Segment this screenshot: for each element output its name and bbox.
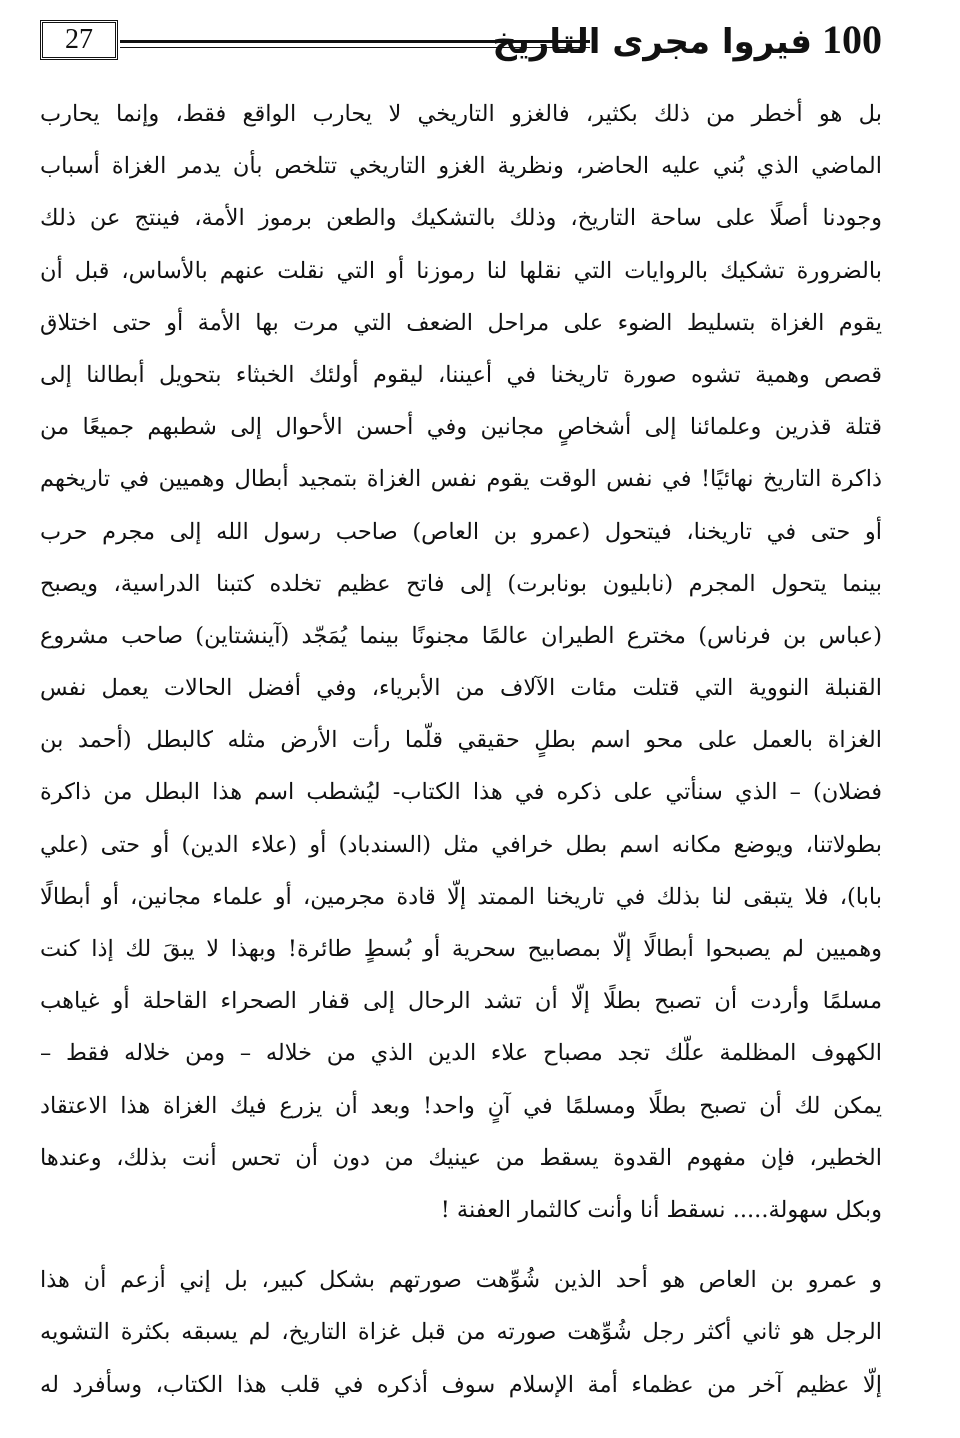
- text-line: بل هو أخطر من ذلك بكثير، فالغزو التاريخي لا يحارب الواقع فقط، وإنما يحارب: [40, 101, 882, 127]
- text-line: يقوم الغزاة بتسليط الضوء على مراحل الضعف التي مرت بها الأمة أو حتى اختلاق: [40, 309, 882, 336]
- text-line: و عمرو بن العاص هو أحد الذين شُوِّهت صورتهم بشكل كبير، بل إني أزعم أن هذا: [40, 1267, 882, 1294]
- text-line: الكهوف المظلمة علّك تجد مصباح علاء الدين الذي من خلاله – ومن خلاله فقط –: [40, 1040, 882, 1067]
- page-header: [40, 14, 882, 72]
- text-line: يمكن لك أن تصبح بطلًا ومسلمًا في آنٍ واحد! وبعد أن يزرع فيك الغزاة هذا الاعتقاد: [40, 1092, 882, 1119]
- text-line: بينما يتحول المجرم (نابليون بونابرت) إلى فاتح عظيم تخلده كتبنا الدراسية، ويصبح: [40, 570, 882, 597]
- text-line: قتلة قذرين وعلمائنا إلى أشخاصٍ مجانين وفي أحسن الأحوال إلى شطبهم جميعًا من: [40, 414, 882, 441]
- book-title-text: فيروا مجرى التاريخ: [492, 22, 812, 62]
- text-line: إلّا عظيم آخر من عظماء أمة الإسلام سوف أذكره في قلب هذا الكتاب، وسأفرد له: [40, 1371, 882, 1398]
- text-line: وبكل سهولة..... نسقط أنا وأنت كالثمار العفنة !: [440, 1196, 882, 1223]
- text-line: بابا)، فلا يتبقى لنا بذلك في تاريخنا الممتد إلّا قادة مجرمين، أو علماء مجانين، أو أبطالًا: [40, 883, 882, 910]
- body-text: [40, 88, 882, 1411]
- text-line: وجودنا أصلًا على ساحة التاريخ، وذلك بالتشكيك والطعن برموز الأمة، فينتج عن ذلك: [40, 205, 882, 232]
- text-line: الغزاة بالعمل على محو اسم بطلٍ حقيقي قلّما رأت الأرض مثله كالبطل (أحمد بن: [40, 727, 882, 754]
- paragraph-2: [40, 1254, 882, 1411]
- text-line: الرجل هو ثاني أكثر رجل شُوِّهت صورته من قبل غزاة التاريخ، لم يسبقه بكثرة التشويه: [40, 1319, 882, 1346]
- page-number: 27: [40, 20, 118, 60]
- text-line: فضلان) – الذي سنأتي على ذكره في هذا الكتاب- ليُشطب اسم هذا البطل من ذاكرة: [40, 779, 882, 806]
- book-title-number: 100: [822, 17, 882, 62]
- text-line: الخطير، فإن مفهوم القدوة يسقط من عينيك من دون أن تحس أنت بذلك، وعندها: [40, 1144, 882, 1171]
- text-line: بالضرورة تشكيك بالروايات التي نقلها لنا رموزنا أو التي نقلت عنهم بالأساس، قبل أن: [40, 257, 882, 284]
- text-line: ذاكرة التاريخ نهائيًا! في نفس الوقت يقوم نفس الغزاة بتمجيد أبطال وهميين في تاريخهم: [40, 466, 882, 493]
- book-title: [492, 14, 882, 68]
- text-line: بطولاتنا، ويوضع مكانه اسم بطل خرافي مثل (السندباد) أو (علاء الدين) أو حتى (علي: [40, 831, 882, 858]
- text-line: وهميين لم يصبحوا أبطالًا إلّا بمصابيح سحرية أو بُسطٍ طائرة! وبهذا لا يبقَ لك إذا كنت: [40, 936, 882, 962]
- text-line: مسلمًا وأردت أن تصبح بطلًا إلّا أن تشد الرحال إلى قفار الصحراء القاحلة أو غياهب: [40, 988, 882, 1015]
- paragraph-gap: [40, 1236, 882, 1254]
- text-line: الماضي الذي بُني عليه الحاضر، ونظرية الغزو التاريخي تتلخص بأن يدمر الغزاة أسباب: [40, 153, 882, 180]
- text-line: قصص وهمية تشوه صورة تاريخنا في أعيننا، ليقوم أولئك الخبثاء بتحويل أبطالنا إلى: [40, 361, 882, 388]
- text-line: القنبلة النووية التي قتلت مئات الآلاف من الأبرياء، وفي أفضل الحالات يعمل نفس: [40, 675, 882, 702]
- text-line: (عباس بن فرناس) مخترع الطيران عالمًا مجنونًا بينما يُمَجّد (آينشتاين) صاحب مشروع: [40, 622, 882, 649]
- text-line: أو حتى في تاريخنا، فيتحول (عمرو بن العاص) صاحب رسول الله إلى مجرم حرب: [40, 518, 882, 545]
- paragraph-1: [40, 88, 882, 1236]
